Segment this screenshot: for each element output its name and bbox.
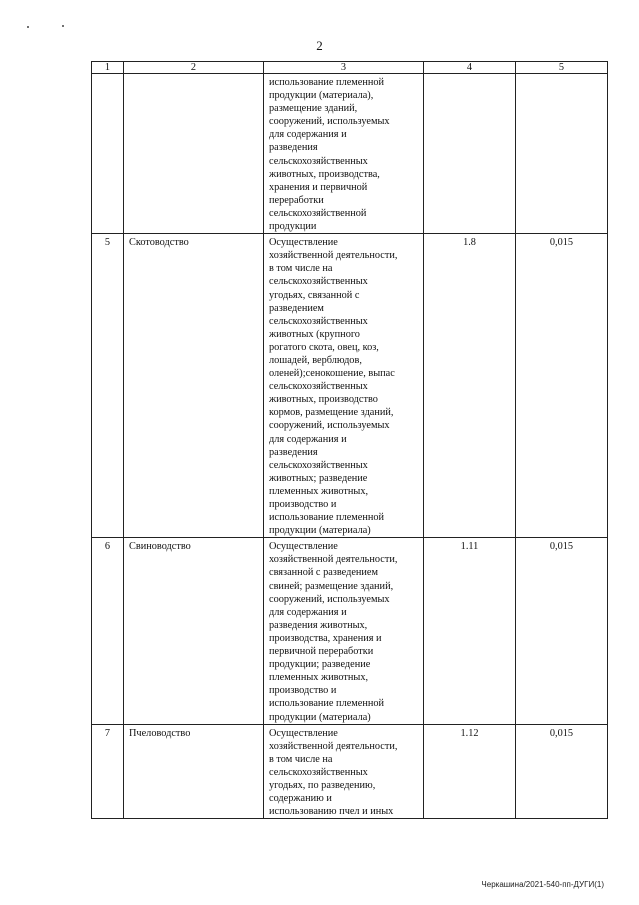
description-line: лошадей, верблюдов, bbox=[269, 354, 362, 366]
row-number-cell: 5 bbox=[92, 234, 124, 538]
rate-value-cell: 0,015 bbox=[516, 724, 608, 819]
description-line: племенных животных, bbox=[269, 672, 369, 684]
description-line: разведением bbox=[269, 302, 324, 314]
description-cell bbox=[264, 724, 424, 819]
description-line: продукции bbox=[269, 221, 317, 233]
description-line: свиней; размещение зданий, bbox=[269, 580, 394, 592]
description-line: сельскохозяйственных bbox=[269, 276, 368, 288]
description-line: хранения и первичной bbox=[269, 181, 368, 193]
row-number-cell bbox=[92, 74, 124, 234]
table-row bbox=[92, 724, 608, 819]
description-line: угодьях, по разведению, bbox=[269, 779, 376, 791]
description-line: хозяйственной деятельности, bbox=[269, 250, 398, 262]
description-line: для содержания и bbox=[269, 433, 347, 445]
land-use-table bbox=[91, 61, 608, 819]
table-row bbox=[92, 74, 608, 234]
description-line: для содержания и bbox=[269, 606, 347, 618]
table-row bbox=[92, 234, 608, 538]
description-line: использование племенной bbox=[269, 698, 385, 710]
activity-name-cell bbox=[124, 74, 264, 234]
description-line: связанной с разведением bbox=[269, 567, 379, 579]
description-line: сельскохозяйственных bbox=[269, 459, 368, 471]
description-line: продукции (материала), bbox=[269, 90, 374, 102]
description-line: животных, производства, bbox=[269, 168, 380, 180]
description-line: для содержания и bbox=[269, 129, 347, 141]
header-cell: 1 bbox=[92, 62, 124, 74]
description-line: использованию пчел и иных bbox=[269, 806, 394, 818]
description-line: продукции; разведение bbox=[269, 659, 371, 671]
rate-value-cell: 0,015 bbox=[516, 234, 608, 538]
description-line: использование племенной bbox=[269, 77, 385, 88]
description-line: в том числе на bbox=[269, 263, 333, 275]
description-line: сооружений, используемых bbox=[269, 116, 390, 128]
header-cell: 3 bbox=[264, 62, 424, 74]
description-line: содержанию и bbox=[269, 793, 332, 805]
description-line: Осуществление bbox=[269, 727, 338, 739]
description-line: сельскохозяйственных bbox=[269, 766, 368, 778]
description-line: производство и bbox=[269, 499, 337, 510]
description-line: продукции (материала) bbox=[269, 525, 371, 537]
description-line: Осуществление bbox=[269, 237, 338, 249]
description-line: производства, хранения и bbox=[269, 632, 382, 644]
description-cell bbox=[264, 538, 424, 724]
page-number: 2 bbox=[316, 38, 323, 53]
description-line: сельскохозяйственной bbox=[269, 207, 367, 219]
header-cell: 2 bbox=[124, 62, 264, 74]
description-line: кормов, размещение зданий, bbox=[269, 407, 394, 419]
description-line: разведения животных, bbox=[269, 619, 368, 631]
rate-value-cell: 0,015 bbox=[516, 538, 608, 724]
activity-name-cell: Скотоводство bbox=[124, 234, 264, 538]
description-line: животных (крупного bbox=[269, 328, 360, 340]
header-cell: 4 bbox=[424, 62, 516, 74]
row-number-cell: 6 bbox=[92, 538, 124, 724]
description-line: продукции (материала) bbox=[269, 711, 371, 723]
description-line: сельскохозяйственных bbox=[269, 315, 368, 327]
description-line: разведения bbox=[269, 446, 318, 458]
description-line: размещение зданий, bbox=[269, 103, 358, 115]
scan-speck bbox=[27, 26, 29, 28]
header-cell: 5 bbox=[516, 62, 608, 74]
description-line: племенных животных, bbox=[269, 485, 369, 497]
description-line: оленей);сенокошение, выпас bbox=[269, 368, 395, 380]
description-line: хозяйственной деятельности, bbox=[269, 554, 398, 566]
description-line: в том числе на bbox=[269, 753, 333, 765]
description-cell bbox=[264, 74, 424, 234]
table-header-row bbox=[92, 62, 608, 74]
classifier-code-cell bbox=[424, 74, 516, 234]
description-line: переработки bbox=[269, 194, 324, 206]
scan-speck bbox=[62, 25, 64, 27]
description-line: разведения bbox=[269, 142, 318, 154]
description-line: производство и bbox=[269, 685, 337, 697]
document-footer: Черкашина/2021-540-пп-ДУГИ(1) bbox=[481, 880, 604, 889]
rate-value-cell bbox=[516, 74, 608, 234]
description-line: использование племенной bbox=[269, 512, 385, 524]
description-line: сооружений, используемых bbox=[269, 593, 390, 605]
activity-name-cell: Свиноводство bbox=[124, 538, 264, 724]
classifier-code-cell: 1.11 bbox=[424, 538, 516, 724]
classifier-code-cell: 1.8 bbox=[424, 234, 516, 538]
table-row bbox=[92, 538, 608, 724]
description-line: рогатого скота, овец, коз, bbox=[269, 341, 379, 353]
description-line: сооружений, используемых bbox=[269, 420, 390, 432]
description-line: Осуществление bbox=[269, 541, 338, 553]
activity-name-cell: Пчеловодство bbox=[124, 724, 264, 819]
row-number-cell: 7 bbox=[92, 724, 124, 819]
description-line: животных; разведение bbox=[269, 472, 368, 484]
description-line: угодьях, связанной с bbox=[269, 289, 360, 301]
description-line: хозяйственной деятельности, bbox=[269, 740, 398, 752]
description-line: животных, производство bbox=[269, 394, 378, 406]
description-line: сельскохозяйственных bbox=[269, 381, 368, 393]
classifier-code-cell: 1.12 bbox=[424, 724, 516, 819]
description-line: сельскохозяйственных bbox=[269, 155, 368, 167]
description-cell bbox=[264, 234, 424, 538]
description-line: первичной переработки bbox=[269, 646, 374, 658]
